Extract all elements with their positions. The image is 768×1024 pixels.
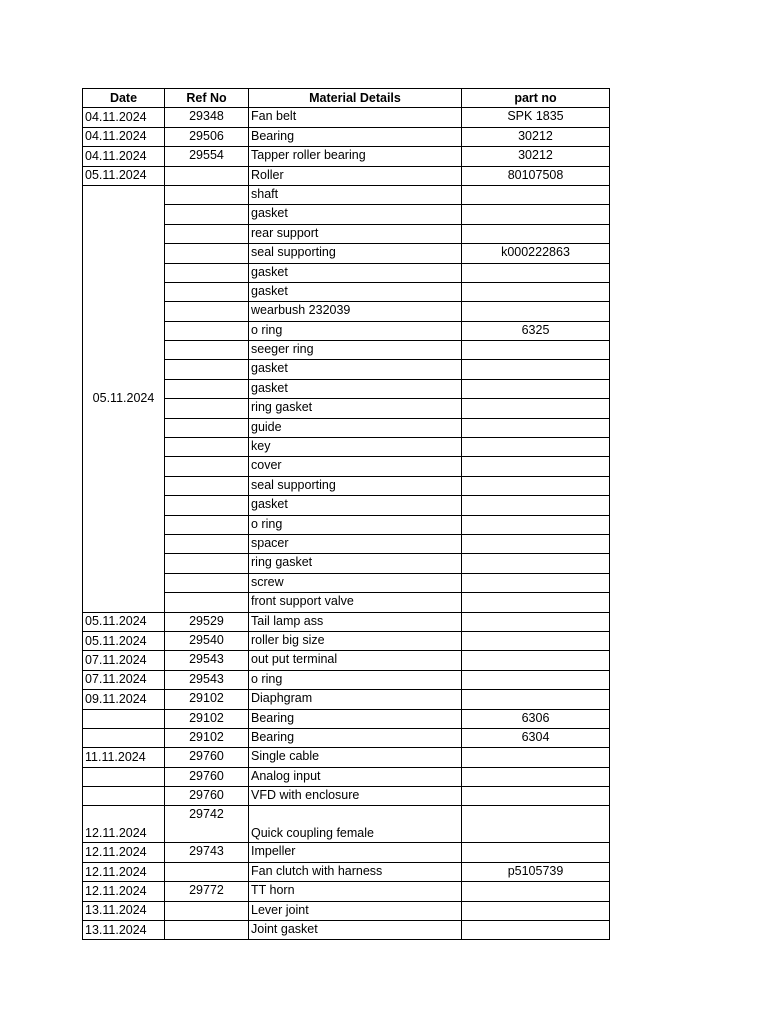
part-no-cell: 6304 [462,728,610,747]
table-row [83,612,610,631]
material-cell: gasket [249,282,462,301]
date-cell: 05.11.2024 [83,631,165,650]
part-no-cell: 6325 [462,321,610,340]
material-cell: Roller [249,166,462,185]
part-no-cell [462,882,610,901]
material-cell: Fan clutch with harness [249,862,462,881]
part-no-cell [462,341,610,360]
table-row [83,843,610,862]
material-cell: Bearing [249,728,462,747]
ref-no-cell [165,418,249,437]
part-no-cell [462,205,610,224]
date-cell: 04.11.2024 [83,127,165,146]
ref-no-cell: 29102 [165,690,249,709]
material-cell: gasket [249,263,462,282]
material-cell: Diaphgram [249,690,462,709]
table-body [83,108,610,940]
table-row [83,651,610,670]
ref-no-cell: 29760 [165,748,249,767]
date-cell: 09.11.2024 [83,690,165,709]
ref-no-cell [165,921,249,940]
material-cell: seeger ring [249,341,462,360]
material-cell: rear support [249,224,462,243]
table-row [83,147,610,166]
table-row [83,767,610,786]
material-cell: cover [249,457,462,476]
ref-no-cell: 29102 [165,728,249,747]
date-cell: 05.11.2024 [83,612,165,631]
table-row [83,166,610,185]
date-cell: 04.11.2024 [83,147,165,166]
table-row [83,127,610,146]
ref-no-cell [165,185,249,204]
ref-no-cell [165,554,249,573]
material-cell: wearbush 232039 [249,302,462,321]
ref-no-cell [165,244,249,263]
table-row [83,108,610,127]
part-no-cell [462,185,610,204]
part-no-cell [462,496,610,515]
ref-no-cell [165,360,249,379]
part-no-cell [462,302,610,321]
part-no-cell: 30212 [462,127,610,146]
ref-no-cell: 29743 [165,843,249,862]
material-cell: out put terminal [249,651,462,670]
material-cell: Tapper roller bearing [249,147,462,166]
material-cell: guide [249,418,462,437]
part-no-cell [462,901,610,920]
date-cell: 04.11.2024 [83,108,165,127]
part-no-cell [462,379,610,398]
part-no-cell: k000222863 [462,244,610,263]
ref-no-cell [165,515,249,534]
table-row [83,806,610,843]
part-no-cell [462,476,610,495]
ref-no-cell [165,457,249,476]
date-cell [83,787,165,806]
ref-no-cell [165,282,249,301]
ref-no-cell [165,901,249,920]
ref-no-cell [165,399,249,418]
table-row [83,631,610,650]
table-row [83,787,610,806]
ref-no-cell [165,302,249,321]
date-cell: 07.11.2024 [83,670,165,689]
part-no-cell [462,534,610,553]
material-cell: seal supporting [249,244,462,263]
part-no-cell [462,282,610,301]
header-material-details: Material Details [249,89,462,108]
table-row [83,882,610,901]
part-no-cell [462,670,610,689]
ref-no-cell: 29543 [165,651,249,670]
ref-no-cell: 29772 [165,882,249,901]
ref-no-cell [165,573,249,592]
header-part-no: part no [462,89,610,108]
table-row [83,709,610,728]
part-no-cell: p5105739 [462,862,610,881]
part-no-cell [462,690,610,709]
material-cell: Impeller [249,843,462,862]
header-ref-no: Ref No [165,89,249,108]
material-cell: gasket [249,379,462,398]
material-cell: Analog input [249,767,462,786]
ref-no-cell: 29760 [165,787,249,806]
ref-no-cell: 29742 [165,806,249,843]
part-no-cell [462,263,610,282]
ref-no-cell: 29348 [165,108,249,127]
ref-no-cell [165,496,249,515]
material-cell: gasket [249,496,462,515]
material-cell: ring gasket [249,399,462,418]
part-no-cell [462,515,610,534]
part-no-cell [462,593,610,612]
material-cell: TT horn [249,882,462,901]
part-no-cell: SPK 1835 [462,108,610,127]
material-cell: Single cable [249,748,462,767]
date-cell: 13.11.2024 [83,921,165,940]
date-cell [83,728,165,747]
part-no-cell [462,573,610,592]
part-no-cell [462,806,610,843]
part-no-cell: 80107508 [462,166,610,185]
material-cell: o ring [249,515,462,534]
part-no-cell [462,612,610,631]
material-cell: key [249,438,462,457]
part-no-cell [462,224,610,243]
part-no-cell [462,787,610,806]
part-no-cell [462,399,610,418]
date-cell: 12.11.2024 [83,843,165,862]
date-cell: 11.11.2024 [83,748,165,767]
ref-no-cell [165,321,249,340]
material-cell: ring gasket [249,554,462,573]
material-cell: Fan belt [249,108,462,127]
material-cell: Lever joint [249,901,462,920]
ref-no-cell [165,341,249,360]
date-cell [83,709,165,728]
ref-no-cell: 29529 [165,612,249,631]
date-cell: 13.11.2024 [83,901,165,920]
part-no-cell [462,418,610,437]
ref-no-cell: 29102 [165,709,249,728]
ref-no-cell [165,476,249,495]
ref-no-cell: 29760 [165,767,249,786]
ref-no-cell [165,263,249,282]
material-cell: Tail lamp ass [249,612,462,631]
material-cell: VFD with enclosure [249,787,462,806]
part-no-cell [462,651,610,670]
header-date: Date [83,89,165,108]
table-row [83,862,610,881]
material-cell: gasket [249,205,462,224]
ref-no-cell [165,166,249,185]
date-cell: 05.11.2024 [83,166,165,185]
part-no-cell [462,748,610,767]
ref-no-cell [165,224,249,243]
material-cell: Bearing [249,127,462,146]
material-cell: Bearing [249,709,462,728]
part-no-cell: 30212 [462,147,610,166]
part-no-cell [462,457,610,476]
part-no-cell [462,767,610,786]
ref-no-cell [165,438,249,457]
material-cell: shaft [249,185,462,204]
ref-no-cell: 29506 [165,127,249,146]
part-no-cell [462,843,610,862]
ref-no-cell: 29540 [165,631,249,650]
part-no-cell [462,438,610,457]
date-cell: 12.11.2024 [83,882,165,901]
material-cell: seal supporting [249,476,462,495]
material-cell: o ring [249,670,462,689]
ref-no-cell [165,593,249,612]
table-row [83,185,610,204]
part-no-cell: 6306 [462,709,610,728]
ref-no-cell: 29554 [165,147,249,166]
ref-no-cell [165,862,249,881]
material-cell: screw [249,573,462,592]
part-no-cell [462,631,610,650]
table-row [83,690,610,709]
date-cell: 07.11.2024 [83,651,165,670]
date-cell: 12.11.2024 [83,862,165,881]
material-cell: Quick coupling female [249,806,462,843]
date-cell: 12.11.2024 [83,806,165,843]
material-cell: gasket [249,360,462,379]
material-cell: roller big size [249,631,462,650]
table-row [83,748,610,767]
header-row [83,89,610,108]
part-no-cell [462,554,610,573]
part-no-cell [462,360,610,379]
material-cell: front support valve [249,593,462,612]
materials-table [82,88,610,940]
material-cell: o ring [249,321,462,340]
ref-no-cell [165,205,249,224]
material-cell: spacer [249,534,462,553]
ref-no-cell [165,379,249,398]
table-row [83,728,610,747]
ref-no-cell [165,534,249,553]
date-cell [83,767,165,786]
material-cell: Joint gasket [249,921,462,940]
part-no-cell [462,921,610,940]
table-row [83,670,610,689]
merged-date-cell: 05.11.2024 [83,185,165,612]
ref-no-cell: 29543 [165,670,249,689]
table-row [83,901,610,920]
table-row [83,921,610,940]
